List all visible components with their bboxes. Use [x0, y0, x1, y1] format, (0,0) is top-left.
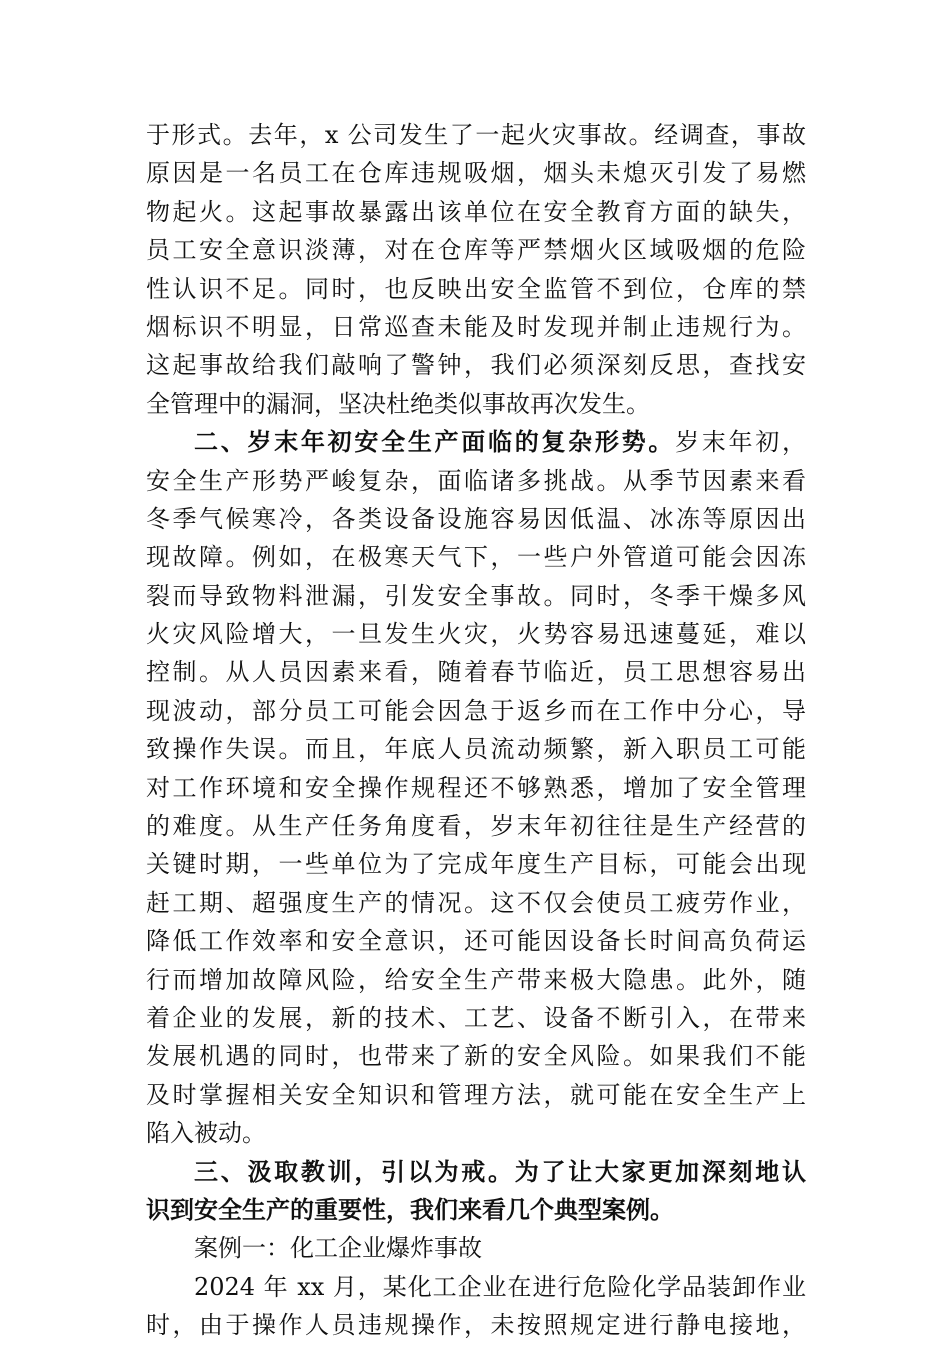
- text-line: 员工安全意识淡薄，对在仓库等严禁烟火区域吸烟的危险: [146, 236, 806, 265]
- text-line: 及时掌握相关安全知识和管理方法，就可能在安全生产上: [146, 1080, 806, 1109]
- text-line: 行而增加故障风险，给安全生产带来极大隐患。此外，随: [146, 965, 806, 994]
- text-line: 安全生产形势严峻复杂，面临诸多挑战。从季节因素来看: [146, 466, 806, 495]
- text-line: 降低工作效率和安全意识，还可能因设备长时间高负荷运: [146, 927, 806, 956]
- text-line: 物起火。这起事故暴露出该单位在安全教育方面的缺失，: [146, 197, 806, 226]
- text-line: 冬季气候寒冷，各类设备设施容易因低温、冰冻等原因出: [146, 504, 806, 533]
- paragraph-fire-accident: [146, 116, 806, 423]
- text-line: 赶工期、超强度生产的情况。这不仅会使员工疲劳作业，: [146, 888, 806, 917]
- text-fragment: 岁末年初，: [675, 428, 807, 457]
- text-line: 案例一：化工企业爆炸事故: [194, 1234, 482, 1263]
- document-body: [146, 116, 806, 1345]
- section-heading-two: 二、岁末年初安全生产面临的复杂形势。: [194, 427, 676, 457]
- text-line: 时，由于操作人员违规操作，未按照规定进行静电接地，: [146, 1311, 806, 1340]
- text-line: 现波动，部分员工可能会因急于返乡而在工作中分心，导: [146, 696, 806, 725]
- text-line: 致操作失误。而且，年底人员流动频繁，新入职员工可能: [146, 735, 806, 764]
- text-line: 原因是一名员工在仓库违规吸烟，烟头未熄灭引发了易燃: [146, 159, 806, 188]
- text-line: 于形式。去年，x 公司发生了一起火灾事故。经调查，事故: [146, 121, 806, 149]
- paragraph-case-one: [146, 1268, 806, 1345]
- text-line: 火灾风险增大，一旦发生火灾，火势容易迅速蔓延，难以: [146, 620, 806, 649]
- text-line: 识到安全生产的重要性，我们来看几个典型案例。: [146, 1194, 674, 1224]
- text-line: 发展机遇的同时，也带来了新的安全风险。如果我们不能: [146, 1042, 806, 1071]
- text-line: 性认识不足。同时，也反映出安全监管不到位，仓库的禁: [146, 274, 806, 303]
- text-line: 陷入被动。: [146, 1119, 266, 1148]
- text-line: 关键时期，一些单位为了完成年度生产目标，可能会出现: [146, 850, 806, 879]
- case-one-title: [146, 1229, 806, 1267]
- text-line: 对工作环境和安全操作规程还不够熟悉，增加了安全管理: [146, 773, 806, 802]
- text-line: 控制。从人员因素来看，随着春节临近，员工思想容易出: [146, 658, 806, 687]
- text-line: 现故障。例如，在极寒天气下，一些户外管道可能会因冻: [146, 543, 806, 572]
- section-heading-three: [146, 1153, 806, 1230]
- text-line: 的难度。从生产任务角度看，岁末年初往往是生产经营的: [146, 812, 806, 841]
- text-line: 2024 年 xx 月，某化工企业在进行危险化学品装卸作业: [194, 1272, 806, 1301]
- text-line: 着企业的发展，新的技术、工艺、设备不断引入，在带来: [146, 1003, 806, 1032]
- text-line: 三、汲取教训，引以为戒。为了让大家更加深刻地认: [194, 1156, 806, 1186]
- text-line: 烟标识不明显，日常巡查未能及时发现并制止违规行为。: [146, 312, 806, 341]
- paragraph-complex-situation: [146, 423, 806, 1152]
- text-line: 裂而导致物料泄漏，引发安全事故。同时，冬季干燥多风: [146, 581, 806, 610]
- text-line: 全管理中的漏洞，坚决杜绝类似事故再次发生。: [146, 389, 650, 418]
- paragraph-first-line: [146, 423, 806, 461]
- text-line: 这起事故给我们敲响了警钟，我们必须深刻反思，查找安: [146, 351, 806, 380]
